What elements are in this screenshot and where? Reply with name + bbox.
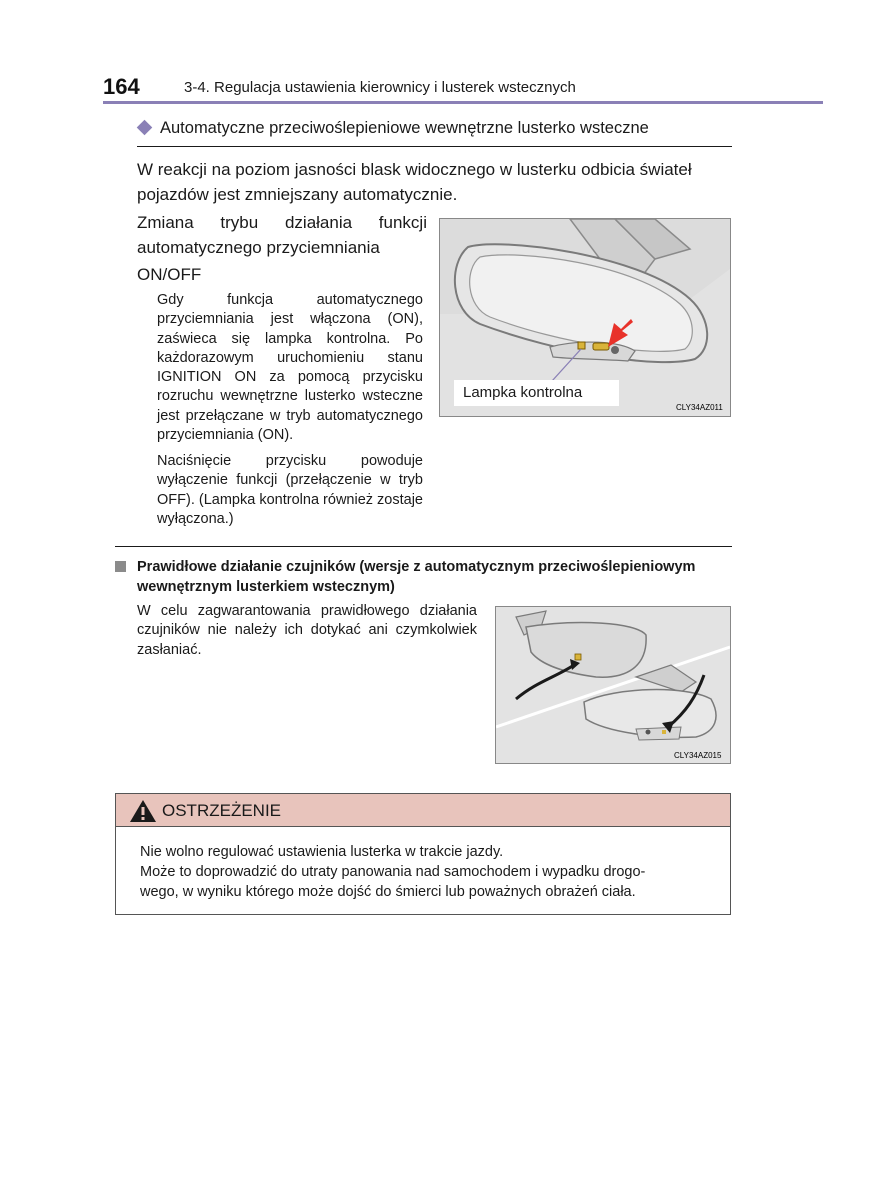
paragraph-on: Gdy funkcja automatycznego przyciemniania jest włączona (ON), zaświeca się lampka kontrolna. Po każdorazowym uruchomieniu stanu IGNITION ON za pomocą przycisku rozruchu wewnętrzne lusterko wsteczne jest przełączane w tryb automatycznego przyciemniania (ON).	[157, 292, 423, 444]
section2-title: Prawidłowe działanie czujników (wersje z automatycznym przeciwoślepieniowym wewnętrznym lusterkiem wstecznym)	[137, 559, 696, 595]
intro-paragraph: W reakcji na poziom jasności blask widocznego w lusterku odbicia świateł pojazdów jest zmniejszany automatycznie.	[137, 160, 692, 204]
section-divider	[137, 146, 732, 147]
section2-divider	[115, 546, 732, 547]
square-bullet-icon	[115, 561, 126, 572]
section2-paragraph: W celu zagwarantowania prawidłowego działania czujników nie należy ich dotykać ani czymkolwiek zasłaniać.	[137, 603, 477, 658]
subheading: Zmiana trybu działania funkcji automatycznego przyciemniania	[137, 213, 427, 257]
warning-title: OSTRZEŻENIE	[162, 801, 282, 820]
figure2-code: CLY34AZ015	[674, 751, 722, 760]
warning-line: Nie wolno regulować ustawienia lusterka w trakcie jazdy.	[140, 844, 504, 860]
warning-text	[140, 842, 720, 902]
warning-line: wego, w wyniku którego może dojść do śmierci lub poważnych obrażeń ciała.	[140, 884, 636, 900]
onoff-label: ON/OFF	[137, 265, 202, 284]
diamond-bullet-icon	[137, 120, 153, 136]
page-number: 164	[103, 74, 140, 99]
header-divider	[103, 101, 823, 104]
paragraph-off: Naciśnięcie przycisku powoduje wyłączenie funkcji (przełączenie w tryb OFF). (Lampka kontrolna również zostaje wyłączona.)	[157, 453, 423, 527]
mirror-sensors-illustration	[495, 606, 731, 764]
figure1-code: CLY34AZ011	[676, 403, 723, 412]
warning-triangle-icon	[129, 799, 157, 828]
warning-line: Może to doprowadzić do utraty panowania nad samochodem i wypadku drogo-	[140, 864, 646, 880]
chapter-title: 3-4. Regulacja ustawienia kierownicy i lusterek wstecznych	[184, 79, 576, 96]
section-title: Automatyczne przeciwoślepieniowe wewnętrzne lusterko wsteczne	[160, 119, 649, 137]
indicator-lamp-label: Lampka kontrolna	[454, 380, 619, 406]
